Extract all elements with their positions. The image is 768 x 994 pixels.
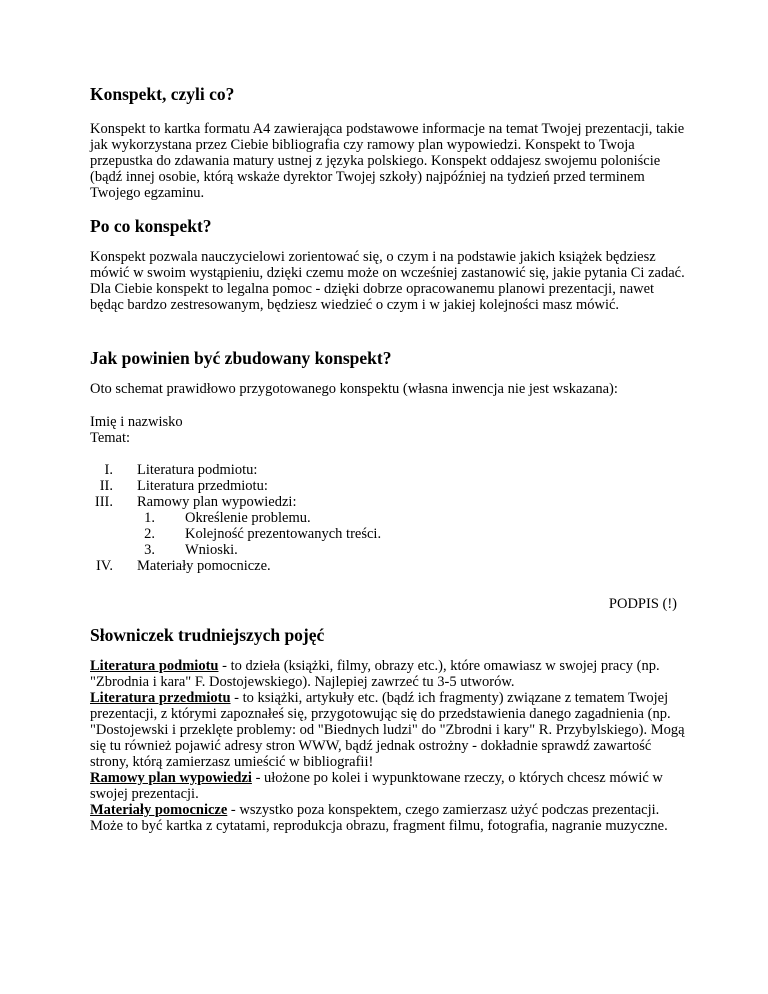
outline-number: 3. [144,542,155,558]
name-line: Imię i nazwisko [90,414,183,430]
outline-text: Ramowy plan wypowiedzi: [137,494,297,510]
glossary-definition: - to dzieła (książki, filmy, obrazy etc.), które omawiasz w swojej pracy (np. "Zbrodnia i kara" F. Dostojewskiego). Najlepiej zawrzeć tu 3-5 utworów. [90,658,660,690]
glossary [90,658,690,834]
glossary-definition: - to książki, artykuły etc. (bądź ich fragmenty) związane z tematem Twojej prezentacji, z którymi zapoznałeś się, przygotowując się do przedstawienia danego zagadnienia (np. "Dostojewski i przeklęte problemy: od "Biednych ludzi" do "Zbrodni i kary" R. Przybylskiego). Mogą się tu również pojawić adresy stron WWW, bądź jednak ostrożny - dokładnie sprawdź zawartość strony, którą zamierzasz umieścić w bibliografii! [90,690,685,770]
outline-text: Literatura przedmiotu: [137,478,268,494]
paragraph-konspekt-definition: Konspekt to kartka formatu A4 zawierająca podstawowe informacje na temat Twojej prezentacji, takie jak wykorzystana przez Ciebie bibliografia czy ramowy plan wypowiedzi. Konspekt to Twoja przepustka do zdawania matury ustnej z języka polskiego. Konspekt oddajesz swojemu poloniście (bądź innej osobie, którą wskaże dyrektor Twojej szkoły) najpóźniej na tydzień przed terminem Twojego egzaminu. [90,121,685,201]
outline-number: III. [94,494,113,510]
outline-text: Kolejność prezentowanych treści. [185,526,382,542]
topic-line: Temat: [90,430,131,446]
outline-number: 1. [144,510,155,526]
outline-text: Materiały pomocnicze. [137,558,271,574]
outline-text: Wnioski. [185,542,238,558]
outline-number: IV. [95,558,113,574]
outline-text: Literatura podmiotu: [137,462,258,478]
glossary-term-ramowy-plan: Ramowy plan wypowiedzi [90,770,252,786]
heading-slowniczek: Słowniczek trudniejszych pojęć [90,625,325,645]
outline-number: 2. [144,526,155,542]
signature-label: PODPIS (!) [608,596,677,612]
glossary-definition: - wszystko poza konspektem, czego zamierzasz użyć podczas prezentacji. Może to być kartka z cytatami, reprodukcja obrazu, fragment filmu, fotografia, nagranie muzyczne. [90,802,668,834]
paragraph-po-co-konspekt: Konspekt pozwala nauczycielowi zorientować się, o czym i na podstawie jakich książek będziesz mówić w swoim wystąpieniu, dzięki czemu może on wcześniej zastanowić się, jakie pytania Ci zadać. Dla Ciebie konspekt to legalna pomoc - dzięki dobrze opracowanemu planowi prezentacji, nawet będąc bardzo zestresowanym, będziesz wiedzieć o czym i w jakiej kolejności masz mówić. [90,249,685,313]
glossary-term-literatura-podmiotu: Literatura podmiotu [90,658,219,674]
paragraph-schemat-intro: Oto schemat prawidłowo przygotowanego konspektu (własna inwencja nie jest wskazana): [90,381,618,397]
outline-number: II. [99,478,113,494]
outline-number: I. [104,462,113,478]
glossary-term-literatura-przedmiotu: Literatura przedmiotu [90,690,231,706]
outline-text: Określenie problemu. [185,510,311,526]
glossary-definition: - ułożone po kolei i wypunktowane rzeczy, o których chcesz mówić w swojej prezentacji. [90,770,663,802]
glossary-term-materialy-pomocnicze: Materiały pomocnicze [90,802,228,818]
heading-po-co-konspekt: Po co konspekt? [90,216,212,236]
heading-jak-zbudowany: Jak powinien być zbudowany konspekt? [90,348,392,368]
heading-konspekt-czyli-co: Konspekt, czyli co? [90,84,235,104]
